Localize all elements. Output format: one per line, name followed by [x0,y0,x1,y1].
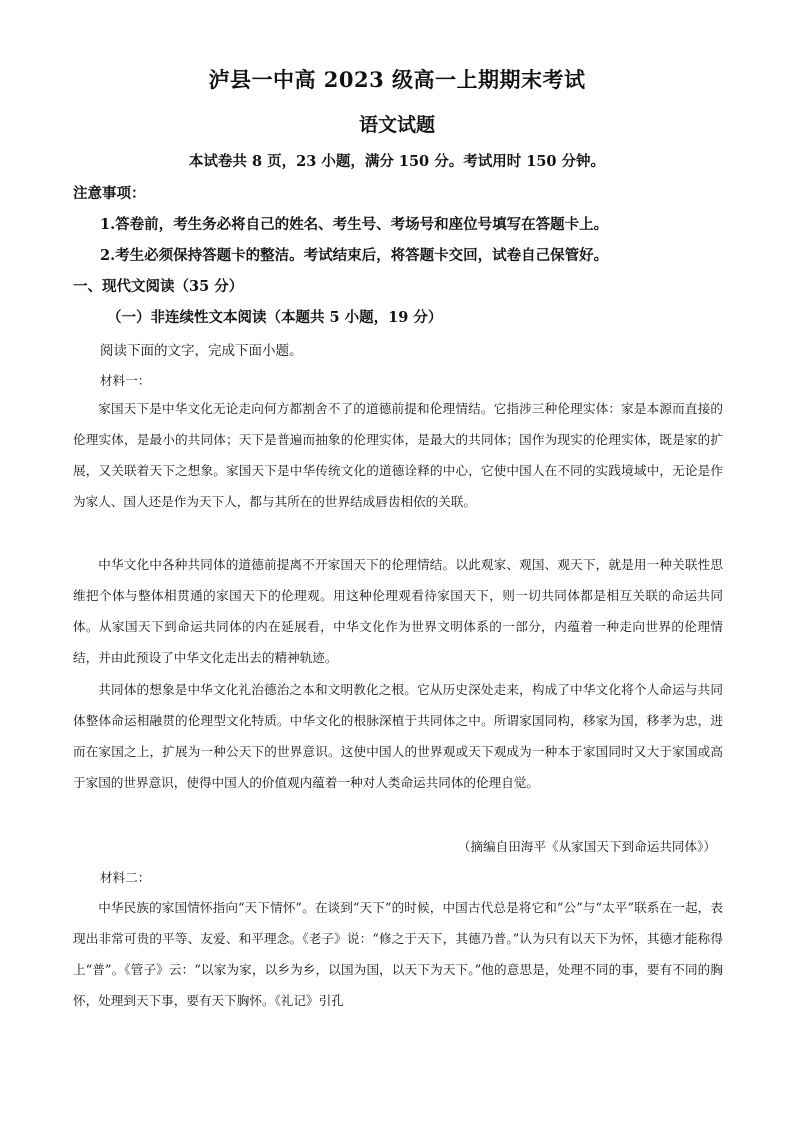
exam-title: 泸县一中高 2023 级高一上期期末考试 [208,67,586,92]
material1-paragraph: 中华文化中各种共同体的道德前提离不开家国天下的伦理情结。以此观家、观国、观天下，就是用一种关联性思维把个体与整体相贯通的家国天下的伦理观。用这种伦理观看待家国天下，则一切共同体都是相互关联的命运共同体。从家国天下到命运共同体的内在延展看，中华文化作为世界文明体系的一部分，内蕴着一种走向世界的伦理情结，并由此预设了中华文化走出去的精神轨迹。 [73,557,723,665]
material1-paragraph: 家国天下是中华文化无论走向何方都割舍不了的道德前提和伦理情结。它指涉三种伦理实体：家是本源而直接的伦理实体，是最小的共同体；天下是普遍而抽象的伦理实体，是最大的共同体；国作为现实的伦理实体，既是家的扩展，又关联着天下之想象。家国天下是中华传统文化的道德诠释的中心，它使中国人在不同的实践境域中，无论是作为家人、国人还是作为天下人，都与其所在的世界结成唇齿相依的关联。 [73,401,723,509]
material1-source: （摘编自田海平《从家国天下到命运共同体》） [457,839,716,854]
section-heading: 一、现代文阅读（35 分） [73,278,244,295]
material1-paragraph: 共同体的想象是中华文化礼治德治之本和文明教化之根。它从历史深处走来，构成了中华文化将个人命运与共同体整体命运相融贯的伦理型文化特质。中华文化的根脉深植于共同体之中。所谓家国同构，移家为国，移孝为忠，进而在家国之上，扩展为一种公天下的世界意识。这使中国人的世界观或天下观成为一种本于家国同时又大于家国或高于家国的世界意识，使得中国人的价值观内蕴着一种对人类命运共同体的伦理自觉。 [73,682,723,790]
subject-title: 语文试题 [358,114,435,136]
exam-info: 本试卷共 8 页，23 小题，满分 150 分。考试用时 150 分钟。 [188,153,606,170]
notice-item-2: 2.考生必须保持答题卡的整洁。考试结束后，将答题卡交回，试卷自己保管好。 [100,247,609,264]
material1-label: 材料一： [100,373,151,388]
notice-item-1: 1.答卷前，考生务必将自己的姓名、考生号、考场号和座位号填写在答题卡上。 [100,216,609,233]
material2-paragraph: 中华民族的家国情怀指向“天下情怀”。在谈到“天下”的时候，中国古代总是将它和“公”与“太平”联系在一起，表现出非常可贵的平等、友爱、和平理念。《老子》说：“修之于天下，其德乃普。”认为只有以天下为怀，其德才能称得上“普”。《管子》云：“以家为家，以乡为乡，以国为国，以天下为天下。”他的意思是，处理不同的事，要有不同的胸怀，处理到天下事，要有天下胸怀。《礼记》引孔 [73,900,723,1008]
notice-heading: 注意事项： [73,185,146,202]
section-subheading: （一）非连续性文本阅读（本题共 5 小题，19 分） [107,309,443,326]
reading-instruction: 阅读下面的文字，完成下面小题。 [100,343,303,359]
material2-label: 材料二： [100,870,151,885]
